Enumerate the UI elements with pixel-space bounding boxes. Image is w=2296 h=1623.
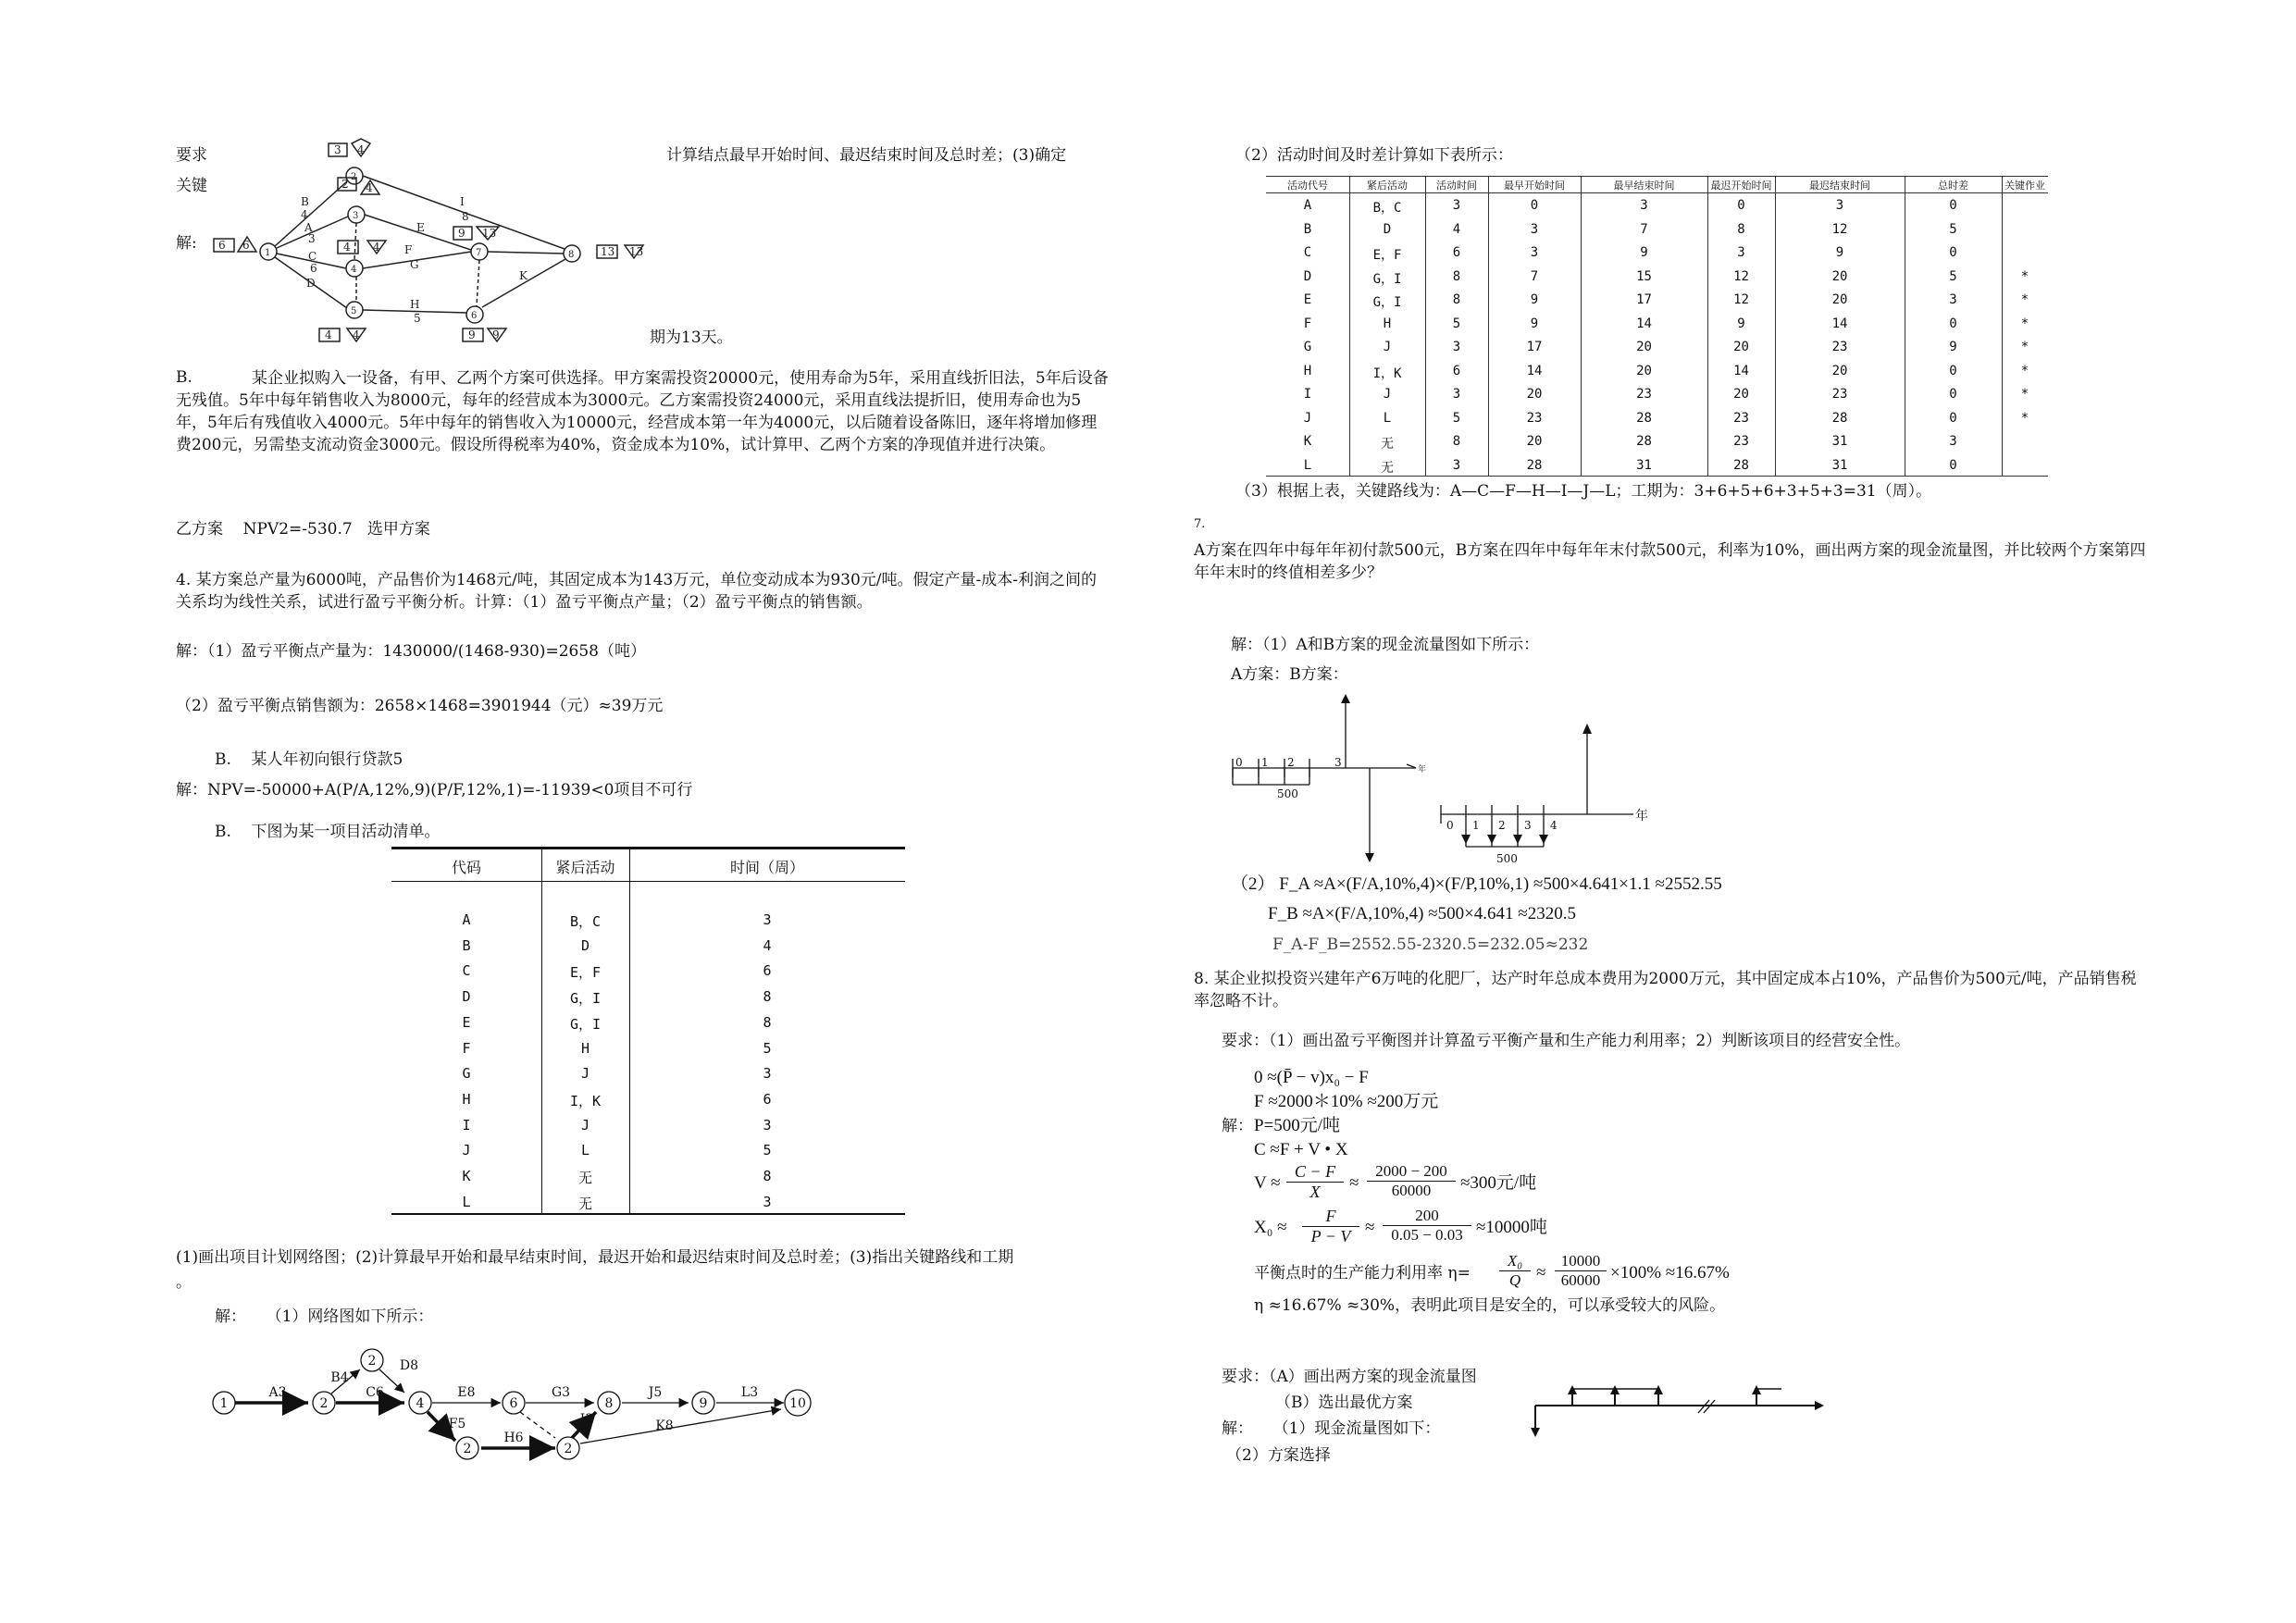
act-cell: I，K [1372,365,1402,381]
crit-line: （3）根据上表，关键路线为：A—C—F—H—I—J—L；工期为：3+6+5+6+3+5+3=31（周）。 [1235,482,1932,501]
sketch-mid3-a: 9 [458,227,465,240]
net-edge-e: E8 [457,1385,476,1400]
act-cell: J [1383,387,1392,402]
act-cell: 8 [1737,221,1745,237]
act-cell: J [1303,410,1312,426]
sketch-node-3: 3 [353,211,359,221]
sketch-mid3-b: 13 [482,227,497,240]
act-cell: 5 [1949,221,1957,237]
list-cell-next: G，I [569,990,602,1008]
m5-lhs: V ≈ [1254,1173,1281,1193]
net-edge-g: G3 [551,1385,571,1400]
act-cell: 0 [1949,387,1957,402]
act-cell: 8 [1452,268,1461,284]
act-cell: 14 [1733,363,1749,378]
act-cell: D [1303,268,1312,284]
act-cell: 23 [1636,387,1652,402]
act-cell: 0 [1737,198,1745,213]
act-cell: 8 [1452,292,1461,307]
net-node-8: 8 [604,1396,614,1411]
act-cell: 3 [1640,198,1648,213]
m7-num: X₀ [1499,1252,1531,1271]
act-cell: 3 [1452,457,1461,473]
act-cell: 28 [1526,457,1543,473]
act-cell: 9 [1530,316,1539,331]
act-cell: E [1303,292,1312,307]
sketch-node-5: 5 [351,306,357,316]
sketch-mid-b: 4 [366,181,373,194]
act-head: 关键作业 [2004,180,2045,192]
cfa-tick-3: 3 [1334,756,1342,769]
act-cell: J [1383,340,1392,354]
list-cell-time: 3 [763,1065,772,1083]
m5-frac1 [1286,1162,1344,1202]
m7-lhs: 平衡点时的生产能力利用率 η= [1254,1264,1471,1282]
ab-label: A方案：B方案： [1231,665,1348,684]
cfa-tick-0: 0 [1235,756,1243,769]
act-cell: 7 [1640,221,1648,237]
net-node-4: 4 [416,1396,425,1411]
act-cell: G [1303,340,1312,354]
m7-approx: ≈ [1536,1263,1546,1282]
act-cell: H [1303,363,1312,378]
net-node-2d: 2 [564,1442,573,1456]
list-head-time: 时间（周） [729,859,804,876]
list-cell-next: E，F [569,964,602,982]
act-head: 紧后活动 [1367,180,1408,192]
list-cell-code: E [462,1013,471,1031]
list-cell-time: 6 [763,962,772,980]
act-head: 最迟结束时间 [1809,180,1870,192]
m5-approx: ≈ [1349,1173,1359,1193]
list-cell-time: 4 [763,936,772,954]
sketch-bot2-b: 9 [492,328,500,341]
req2-c: 解： （1）现金流量图如下： [1222,1419,1441,1438]
act-cell: 7 [1530,268,1539,284]
act-cell: 0 [1949,198,1957,213]
net-edge-h: H6 [503,1431,524,1445]
act-cell: 12 [1733,292,1749,307]
act-cell: G，I [1372,271,1402,287]
list-cell-code: F [462,1039,471,1057]
act-cell: 3 [1737,245,1745,260]
act-cell: 4 [1452,221,1461,237]
sketch-right-b: 13 [629,245,644,258]
act-cell: 5 [1452,316,1461,331]
act-cell: 6 [1452,363,1461,378]
list-cell-next: J [580,1116,590,1134]
act-head: 活动时间 [1436,180,1477,192]
tasks-dot: 。 [176,1273,192,1292]
m5-result: ≈300元/吨 [1460,1173,1537,1193]
list-cell-time: 5 [763,1142,772,1159]
act-cell: 20 [1831,292,1848,307]
act-cell: G，I [1372,295,1402,310]
m4: C ≈F + V • X [1254,1140,1348,1159]
list-cell-code: D [462,988,471,1006]
m2: F ≈2000＊10% ≈200万元 [1254,1092,1439,1111]
act-cell: 28 [1733,457,1749,473]
act-cell: 3 [1835,198,1844,213]
act-cell: B，C [1372,201,1402,216]
sketch-node-4: 4 [351,265,357,275]
act-cell: 20 [1733,387,1749,402]
act-cell: 23 [1733,434,1749,449]
q7-num: 7. [1194,517,1206,531]
net-edge-k: K8 [655,1419,674,1433]
act-cell: * [2020,410,2029,426]
list-cell-time: 8 [763,1013,772,1031]
sketch-node-8: 8 [568,250,575,260]
sketch-edge-g: G [410,258,419,271]
act-cell: 23 [1831,387,1848,402]
act-cell: 23 [1526,410,1543,426]
q8-jie: 解： [1222,1117,1253,1135]
net-node-2b: 2 [367,1354,377,1369]
list-head-next: 紧后活动 [555,859,615,876]
sketch-num-5: 5 [414,312,421,325]
list-cell-next: B，C [569,913,602,930]
list-q: B. 下图为某一项目活动清单。 [215,823,441,841]
activity-list-table [391,847,905,1215]
act-cell: 5 [1452,410,1461,426]
list-cell-code: L [462,1193,471,1210]
cashflow-a [1231,694,1471,870]
list-cell-time: 3 [763,1193,772,1210]
sketch-bot-a: 4 [325,328,332,341]
act-title: （2）活动时间及时差计算如下表所示： [1235,146,1513,165]
sketch-mid2-a: 4 [343,241,351,254]
list-cell-next: D [580,936,590,954]
act-cell: 14 [1831,316,1848,331]
network-graph [213,1342,824,1471]
cfb-amt: 500 [1496,852,1518,865]
act-cell: 14 [1636,316,1652,331]
act-head: 活动代号 [1287,180,1328,192]
net-edge-b: B4 [330,1370,349,1385]
sketch-left-a: 6 [218,239,226,252]
sketch-jie: 解: [176,234,197,253]
act-head: 总时差 [1938,180,1968,192]
list-cell-time: 6 [763,1090,772,1108]
list-cell-code: G [462,1065,471,1083]
act-cell: D [1383,221,1392,237]
m5-den2: 60000 [1391,1182,1432,1199]
act-cell: 23 [1733,410,1749,426]
m5-num: C − F [1286,1162,1344,1183]
m7-num2: 10000 [1555,1252,1607,1271]
sketch-edge-e: E [416,221,425,234]
act-cell: 31 [1831,434,1848,449]
sketch-top-a: 3 [334,143,341,156]
cfb-tick-2: 2 [1498,819,1506,832]
fb-line: F_B ≈A×(F/A,10%,4) ≈500×4.641 ≈2320.5 [1268,904,1576,923]
net-edge-c: C6 [366,1385,384,1400]
q4-text: 4. 某方案总产量为6000吨，产品售价为1468元/吨，其固定成本为143万元，单位变动成本为930元/吨。假定产量-成本-利润之间的关系均为线性关系，试进行盈亏平衡分析。计算：（1）盈亏平衡点产量；（2）盈亏平衡点的销售额。 [176,571,1097,612]
sketch-mid2-b: 4 [373,241,380,254]
list-cell-next: I，K [569,1092,602,1109]
act-cell: E，F [1372,248,1402,263]
list-cell-time: 8 [763,1168,772,1184]
m7-den2: 60000 [1560,1271,1601,1289]
sketch-num-6: 6 [310,262,317,275]
act-cell: 9 [1530,292,1539,307]
act-cell: 17 [1526,340,1543,354]
q4-sol2: （2）盈亏平衡点销售额为：2658×1468=3901944（元）≈39万元 [176,697,664,715]
list-cell-time: 5 [763,1039,772,1057]
act-cell: C [1303,245,1312,260]
activity-time-table [1266,176,2048,477]
list-cell-next: L [580,1142,590,1159]
m7-frac1 [1499,1252,1531,1290]
req2-a: 要求：（A）画出两方案的现金流量图 [1222,1368,1477,1386]
sketch-right-a: 13 [601,245,615,258]
act-cell: 3 [1949,292,1957,307]
m6-den2: 0.05 − 0.03 [1391,1226,1463,1244]
m6-approx: ≈ [1365,1218,1375,1237]
act-cell: 9 [1835,245,1844,260]
act-cell: 0 [1949,316,1957,331]
q-b-text: 某企业拟购入一设备，有甲、乙两个方案可供选择。甲方案需投资20000元，使用寿命为5年，采用直线折旧法，5年后设备无残值。5年中每年销售收入为8000元，每年的经营成本为3000元。乙方案需投资24000元，采用直线法提折旧，使用寿命也为5年，5年后有残值收入4000元。5年中每年的销售收入为10000元，经营成本第一年为4000元，以后随着设备陈旧，逐年将增加修理费200元，另需垫支流动资金3000元。假设所得税率为40%，资金成本为10%，试计算甲、乙两个方案的净现值并进行决策。 [176,369,1109,454]
m3: P=500元/吨 [1254,1116,1341,1135]
act-cell: 20 [1636,340,1652,354]
m1: 0 ≈(P̄ − v)x₀ − F [1254,1068,1369,1087]
sketch-edge-a: A [304,221,313,234]
req2-b: （B）选出最优方案 [1275,1394,1413,1412]
m7-den: Q [1508,1271,1521,1289]
list-cell-code: C [462,962,471,980]
m5-den: X [1309,1183,1321,1201]
act-cell: 无 [1381,460,1394,476]
net-node-9: 9 [699,1396,708,1411]
act-cell: 28 [1831,410,1848,426]
net-edge-l: L3 [740,1385,759,1400]
act-cell: 3 [1530,245,1539,260]
list-head-code: 代码 [451,859,481,876]
sketch-node-6: 6 [471,311,478,321]
list-cell-next: 无 [577,1195,592,1212]
act-cell: * [2020,268,2029,284]
net-edge-f: F5 [448,1417,466,1431]
list-cell-code: J [462,1142,471,1159]
sketch-edge-c: C [308,250,317,263]
net-edge-i: I3 [579,1412,594,1427]
fd-line: F_A-F_B=2552.55-2320.5=232.05≈232 [1272,935,1589,954]
act-cell: 28 [1636,434,1652,449]
list-cell-code: K [462,1168,471,1184]
list-cell-code: B [462,936,471,954]
act-cell: 23 [1831,340,1848,354]
list-cell-code: A [462,911,471,928]
net-edge-j: J5 [648,1385,663,1400]
act-cell: H [1383,316,1392,331]
act-cell: 20 [1526,434,1543,449]
m6-num2: 200 [1383,1207,1471,1226]
act-cell: 0 [1949,410,1957,426]
act-cell: K [1303,434,1312,449]
cashflow-sketch [1532,1383,1828,1439]
m5-num2: 2000 − 200 [1367,1162,1456,1182]
act-cell: 20 [1831,363,1848,378]
sketch-num-4: 4 [301,208,308,221]
list-cell-next: 无 [577,1170,592,1186]
act-cell: 3 [1452,340,1461,354]
q-b-label: B. [176,368,192,387]
act-cell: 12 [1733,268,1749,284]
sketch-edge-f: F [404,243,413,256]
act-cell: 5 [1949,268,1957,284]
act-cell: * [2020,363,2029,378]
m6-result: ≈10000吨 [1476,1218,1547,1237]
act-cell: L [1383,410,1392,426]
tasks-line: (1)画出项目计划网络图；(2)计算最早开始和最早结束时间，最迟开始和最迟结束时间及总时差；(3)指出关键路线和工期 [176,1248,1014,1267]
loan-sol: 解：NPV=-50000+A(P/A,12%,9)(P/F,12%,1)=-11939<0项目不可行 [176,781,693,799]
act-cell: A [1303,198,1312,213]
act-cell: 20 [1733,340,1749,354]
act-cell: 3 [1530,221,1539,237]
sketch-edge-i: I [460,195,465,208]
act-cell: L [1303,457,1312,473]
act-cell: 8 [1452,434,1461,449]
req-head: 要求 [176,146,207,165]
cfb-tick-1: 1 [1472,819,1480,832]
act-cell: F [1303,316,1312,331]
act-cell: 17 [1636,292,1652,307]
q7-text: A方案在四年中每年年初付款500元，B方案在四年中每年年末付款500元，利率为10%，画出两方案的现金流量图，并比较两个方案第四年年末时的终值相差多少？ [1194,541,2146,582]
act-cell: B [1303,221,1312,237]
sketch-mid-a: 2 [341,178,349,191]
sketch-bot2-a: 9 [468,328,476,341]
cfa-tick-1: 1 [1261,756,1269,769]
net-edge-a: A3 [268,1385,287,1400]
cashflow-b [1439,722,1680,888]
list-cell-time: 3 [763,1116,772,1134]
act-cell: * [2020,316,2029,331]
key-word: 关键 [176,177,207,195]
sketch-num-3: 3 [308,232,316,245]
act-cell: 无 [1381,437,1394,452]
q8-req: 要求：（1）画出盈亏平衡图并计算盈亏平衡产量和生产能力利用率；2）判断该项目的经营安全性。 [1222,1032,1911,1050]
act-head: 最早结束时间 [1613,180,1675,192]
m7-frac2 [1555,1252,1607,1290]
sketch-num-8: 8 [462,210,469,223]
act-cell: 28 [1636,410,1652,426]
act-cell: 0 [1949,457,1957,473]
list-cell-time: 8 [763,988,772,1006]
list-cell-time: 3 [763,911,772,928]
cfb-tick-4: 4 [1550,819,1558,832]
m6-frac2 [1383,1207,1471,1245]
sketch-node-7: 7 [476,248,482,258]
act-cell: 0 [1530,198,1539,213]
act-cell: 20 [1831,268,1848,284]
sketch-edge-h: H [410,298,420,311]
act-cell: * [2020,340,2029,354]
net-intro: 解： （1）网络图如下所示： [215,1307,434,1326]
req2-d: （2）方案选择 [1226,1446,1331,1465]
m5-frac2 [1367,1162,1456,1200]
act-cell: 12 [1831,221,1848,237]
cfb-year: 年 [1635,809,1648,824]
q8-text: 8. 某企业拟投资兴建年产6万吨的化肥厂，达产时年总成本费用为2000万元，其中固定成本占10%，产品售价为500元/吨，产品销售税率忽略不计。 [1194,970,2137,1010]
m6-lhs: X₀ ≈ [1254,1218,1287,1237]
list-cell-code: H [462,1090,471,1108]
act-cell: 31 [1636,457,1652,473]
cfa-tick-2: 2 [1287,756,1295,769]
net-node-2a: 2 [319,1396,329,1411]
sketch-node-2: 2 [351,172,357,182]
list-cell-code: I [462,1116,471,1134]
q4-sol1: 解：（1）盈亏平衡点产量为：1430000/(1468-930)=2658（吨） [176,642,646,661]
act-cell: I [1303,387,1312,402]
list-cell-next: H [580,1039,590,1057]
m6-den: P − V [1310,1227,1351,1245]
list-cell-next: J [580,1065,590,1083]
m6-frac1 [1302,1207,1359,1246]
act-cell: 3 [1452,387,1461,402]
act-cell: 0 [1949,363,1957,378]
cfa-amt: 500 [1277,787,1298,800]
cfb-tick-3: 3 [1524,819,1532,832]
act-cell: 9 [1949,340,1957,354]
list-cell-next: G，I [569,1015,602,1033]
yi-line: 乙方案 NPV2=-530.7 选甲方案 [176,520,430,539]
m6-num: F [1302,1207,1359,1227]
sketch-top-b: 4 [357,143,365,156]
act-cell: 20 [1526,387,1543,402]
act-head: 最迟开始时间 [1710,180,1772,192]
net-node-10: 10 [789,1396,806,1411]
act-cell: 3 [1452,198,1461,213]
act-cell: 6 [1452,245,1461,260]
act-cell: 31 [1831,457,1848,473]
act-cell: 0 [1949,245,1957,260]
m8: η ≈16.67% ≈30%，表明此项目是安全的，可以承受较大的风险。 [1254,1296,1726,1315]
q7-sol: 解：（1）A和B方案的现金流量图如下所示： [1231,636,1540,654]
act-cell: * [2020,292,2029,307]
net-edge-d: D8 [399,1358,419,1373]
sketch-edge-k: K [519,269,527,282]
act-cell: 15 [1636,268,1652,284]
act-cell: * [2020,387,2029,402]
sketch-node-1: 1 [265,248,271,258]
act-cell: 9 [1640,245,1648,260]
fa-line: （2） F_A ≈A×(F/A,10%,4)×(F/P,10%,1) ≈500×4.641×1.1 ≈2552.55 [1231,874,1722,894]
loan-q: B. 某人年初向银行贷款5 [215,750,403,769]
act-cell: 9 [1737,316,1745,331]
sketch-edge-d: D [306,277,316,290]
act-cell: 14 [1526,363,1543,378]
cfb-tick-0: 0 [1446,819,1454,832]
m7-result: ×100% ≈16.67% [1610,1263,1730,1282]
act-cell: 3 [1949,434,1957,449]
cfa-year: 年 [1418,765,1427,774]
net-node-2c: 2 [463,1442,472,1456]
act-head: 最早开始时间 [1504,180,1565,192]
req-tail: 计算结点最早开始时间、最迟结束时间及总时差；(3)确定 [666,146,1067,165]
sketch-bot-b: 4 [353,328,360,341]
net-node-6: 6 [509,1396,518,1411]
sketch-left-b: 6 [242,239,250,252]
network-sketch [208,139,652,352]
sketch-edge-b: B [301,195,309,208]
net-node-1: 1 [219,1396,229,1411]
period-tail: 期为13天。 [650,328,733,347]
act-cell: 20 [1636,363,1652,378]
